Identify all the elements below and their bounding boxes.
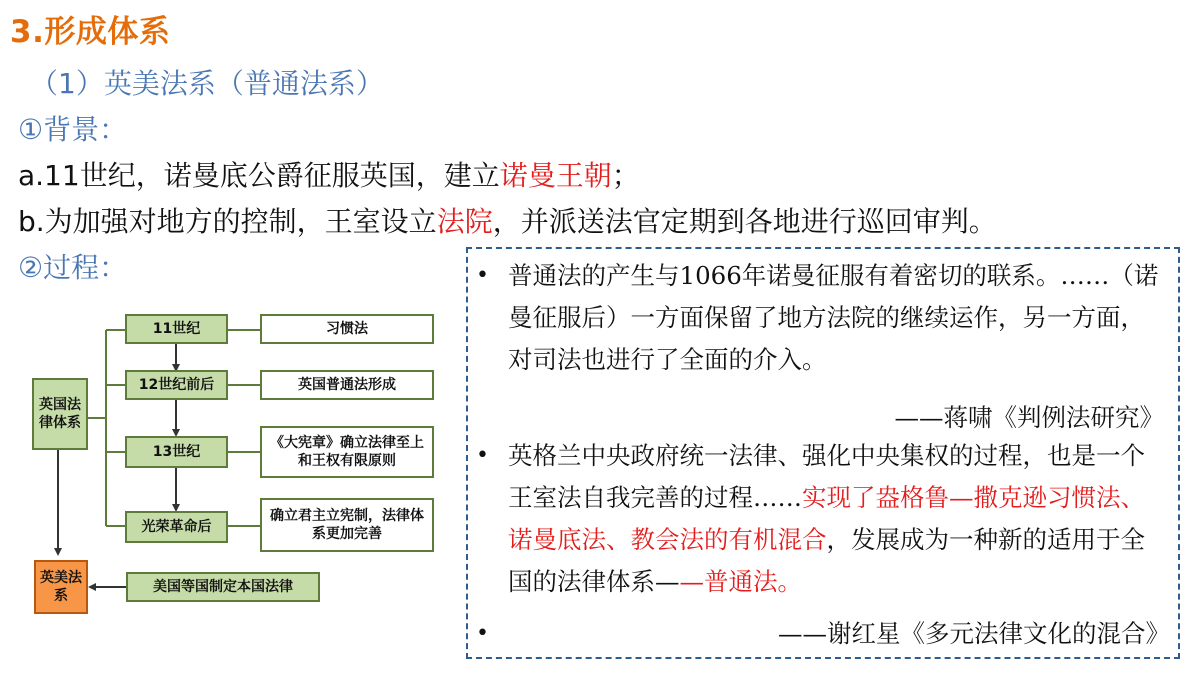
bullet-2: • xyxy=(476,443,489,468)
flow-result-note xyxy=(126,572,320,602)
quote-box xyxy=(466,247,1180,659)
process-label: ②过程： xyxy=(18,251,128,284)
quote-2-text xyxy=(508,435,1168,603)
flow-event-2 xyxy=(260,370,434,400)
flow-event-4-label: 确立君主立宪制，法律体系更加完善 xyxy=(270,507,424,542)
highlight-court: 法院 xyxy=(436,205,493,238)
background-line-b xyxy=(18,200,997,240)
flow-event-3 xyxy=(260,426,434,478)
flow-event-3-label: 《大宪章》确立法律至上和王权有限原则 xyxy=(270,434,424,469)
flow-result-label: 英美法系 xyxy=(40,569,82,604)
bullet-3: • xyxy=(476,621,489,646)
flow-stage-3 xyxy=(125,436,228,468)
flow-stage-3-label: 13世纪 xyxy=(152,443,201,460)
flow-stage-1-label: 11世纪 xyxy=(152,320,201,337)
quote-2-highlight-end: —普通法。 xyxy=(679,567,802,596)
section-title: 3.形成体系 xyxy=(10,14,171,50)
subsection-heading: （1）英美法系（普通法系） xyxy=(30,67,384,100)
flow-event-1 xyxy=(260,314,434,344)
quote-1-source: ——蒋啸《判例法研究》 xyxy=(894,403,1164,432)
background-line-a-text: a.11世纪，诺曼底公爵征服英国，建立 xyxy=(18,159,500,192)
flow-event-2-label: 英国普通法形成 xyxy=(298,376,396,393)
background-line-a xyxy=(18,154,640,194)
flow-stage-2 xyxy=(125,370,228,400)
flow-stage-1 xyxy=(125,314,228,344)
flow-root-label: 英国法律体系 xyxy=(39,396,81,431)
quote-1-text: 普通法的产生与1066年诺曼征服有着密切的联系。……（诺曼征服后）一方面保留了地方法院的继续运作，另一方面，对司法也进行了全面的介入。 xyxy=(508,261,1159,374)
flow-event-4 xyxy=(260,498,434,552)
flow-stage-4 xyxy=(125,511,228,543)
flow-result-box xyxy=(34,560,88,614)
quote-2-text-start: 英格兰中央政府统一法律、强化中央集权的过程，也是一个王室法自我完善的过程…… xyxy=(508,441,1145,512)
bullet-1: • xyxy=(476,263,489,288)
flow-result-note-label: 美国等国制定本国法律 xyxy=(153,578,293,595)
flow-root-box xyxy=(32,378,88,450)
quote-2-highlight: 实现了盎格鲁—撒克逊习惯法、诺曼底法、教会法的有机混合 xyxy=(508,483,1145,554)
background-label: ①背景： xyxy=(18,113,128,146)
highlight-norman-dynasty: 诺曼王朝 xyxy=(499,159,612,192)
background-line-b-text: b.为加强对地方的控制，王室设立 xyxy=(18,205,437,238)
flowchart xyxy=(0,290,460,630)
background-line-a-end: ； xyxy=(611,159,640,192)
background-line-b-end: ，并派送法官定期到各地进行巡回审判。 xyxy=(492,205,997,238)
quote-2-text-middle: ，发展成为一种新的适用于全国的法律体系— xyxy=(508,525,1145,596)
flow-event-1-label: 习惯法 xyxy=(326,320,368,337)
quote-2-source: ——谢红星《多元法律文化的混合》 xyxy=(778,619,1170,648)
flow-stage-2-label: 12世纪前后 xyxy=(138,376,215,393)
flow-stage-4-label: 光荣革命后 xyxy=(141,518,212,535)
